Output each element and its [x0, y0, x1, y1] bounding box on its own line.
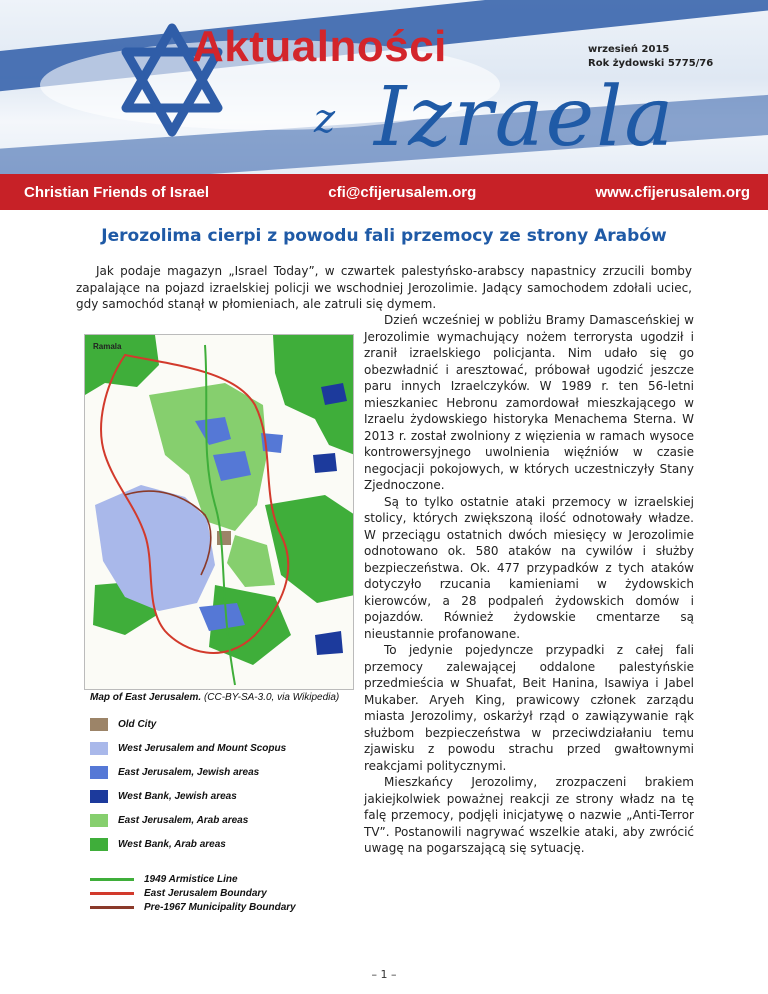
legend-swatch: [90, 766, 108, 779]
line-swatch: [90, 906, 134, 909]
map-legend: [90, 712, 350, 856]
masthead-israel: Izraela: [374, 70, 676, 165]
page-number: – 1 –: [371, 968, 397, 981]
line-legend-label: East Jerusalem Boundary: [144, 887, 267, 899]
line-swatch: [90, 878, 134, 881]
map-arab-area: [265, 495, 354, 603]
legend-label: Old City: [118, 718, 157, 730]
map-settlement: [313, 453, 337, 473]
article-intro: Jak podaje magazyn „Israel Today”, w czwartek palestyńsko-arabscy napastnicy zrzucili bomby zapalające na pojazd izraelskiej policji we wschodniej Jerozolimie. Jadący samochodem zdołali uciec, gdy samochód stanął w płomieniach, ale zatruli się dymem.: [76, 264, 692, 311]
legend-item: [90, 736, 350, 760]
issue-date: wrzesień 2015: [588, 44, 670, 55]
line-swatch: [90, 892, 134, 895]
legend-label: West Jerusalem and Mount Scopus: [118, 742, 287, 754]
line-legend-item: [90, 872, 350, 886]
map-label-ramala: Ramala: [93, 342, 122, 351]
masthead-z: z: [314, 96, 336, 142]
header-banner: [0, 0, 768, 174]
map-caption-credit: (CC-BY-SA-3.0, via Wikipedia): [203, 692, 340, 703]
legend-item: [90, 760, 350, 784]
legend-label: East Jerusalem, Jewish areas: [118, 766, 260, 778]
legend-swatch: [90, 814, 108, 827]
organization-name: Christian Friends of Israel: [24, 183, 210, 201]
article-paragraph: To jedynie pojedyncze przypadki z całej fali przemocy zalewającej oddalone palestyńskie przedmieścia w Shuafat, Beit Hanina, Isawiya i Jabel Mukaber. Aryeh King, prawicowy członek zarządu miasta Jerozolimy, oskarżył rząd o zawiązywanie rąk służbom bezpieczeństwa w przeciwdziałaniu temu zjawisku z powodu strachu przed gwałtownymi reakcjami politycznymi.: [364, 643, 694, 773]
legend-item: [90, 832, 350, 856]
legend-item: [90, 712, 350, 736]
article-headline: Jerozolima cierpi z powodu fali przemocy ze strony Arabów: [101, 226, 667, 246]
legend-swatch: [90, 838, 108, 851]
legend-swatch: [90, 790, 108, 803]
website-link[interactable]: www.cfijerusalem.org: [595, 183, 750, 201]
map-east-arab-area: [227, 535, 275, 587]
map-settlement: [321, 383, 347, 405]
article-paragraph: Dzień wcześniej w pobliżu Bramy Damasceńskiej w Jerozolimie wymachujący nożem terrorysta ugodził i zranił izraelskiego policjanta. Nim udało się go obezwładnić i aresztować, próbował ugodzić jeszcze paru innych Izraelczyków. W 1989 r. ten 56-letni mieszkaniec Hebronu zamordował mieszkającego w Izraelu żydowskiego historyka Menachema Sterna. W 2013 r. został zwolniony z więzienia w ramach wysoce kontrowersyjnego uwolnienia więźniów w czasie negocjacji pokojowych, w których uczestniczyły Stany Zjednoczone.: [364, 313, 694, 492]
article-column: [364, 312, 694, 857]
east-jerusalem-map: [84, 334, 354, 690]
line-legend-label: Pre-1967 Municipality Boundary: [144, 901, 296, 913]
legend-label: West Bank, Jewish areas: [118, 790, 237, 802]
article-paragraph: Są to tylko ostatnie ataki przemocy w izraelskiej stolicy, których zwiększoną ilość odnotowały władze. W przeciągu ostatnich dwóch miesięcy w Jerozolimie odnotowano ok. 580 ataków na cywilów i służby bezpieczeństwa. Ok. 477 przypadków z tych ataków dotyczyło rzucania kamieniami w żydowskich kierowców, a 28 podpaleń żydowskich domów i pojazdów. Również żydowskie cmentarze są nieustannie profanowane.: [364, 494, 694, 641]
legend-swatch: [90, 742, 108, 755]
map-old-city: [217, 531, 231, 545]
issue-jewish-year: Rok żydowski 5775/76: [588, 58, 714, 69]
map-caption-title: Map of East Jerusalem.: [90, 692, 202, 703]
masthead-title: Aktualności: [192, 22, 447, 71]
legend-item: [90, 808, 350, 832]
legend-item: [90, 784, 350, 808]
contact-bar: [0, 174, 768, 210]
map-caption: [90, 692, 339, 703]
legend-label: East Jerusalem, Arab areas: [118, 814, 249, 826]
email-link[interactable]: cfi@cfijerusalem.org: [328, 183, 477, 201]
legend-swatch: [90, 718, 108, 731]
legend-label: West Bank, Arab areas: [118, 838, 226, 850]
line-legend-item: [90, 900, 350, 914]
line-legend-item: [90, 886, 350, 900]
map-line-legend: [90, 872, 350, 914]
line-legend-label: 1949 Armistice Line: [144, 873, 238, 885]
article-paragraph: Mieszkańcy Jerozolimy, zrozpaczeni brakiem jakiejkolwiek poważnej reakcji ze strony władz na tę falę przemocy, podjęli inicjatywę o nazwie „Anti-Terror TV”. Postanowili nagrywać wszelkie ataki, aby zwrócić uwagę na pogarszającą się sytuację.: [364, 775, 694, 855]
map-settlement: [315, 631, 343, 655]
